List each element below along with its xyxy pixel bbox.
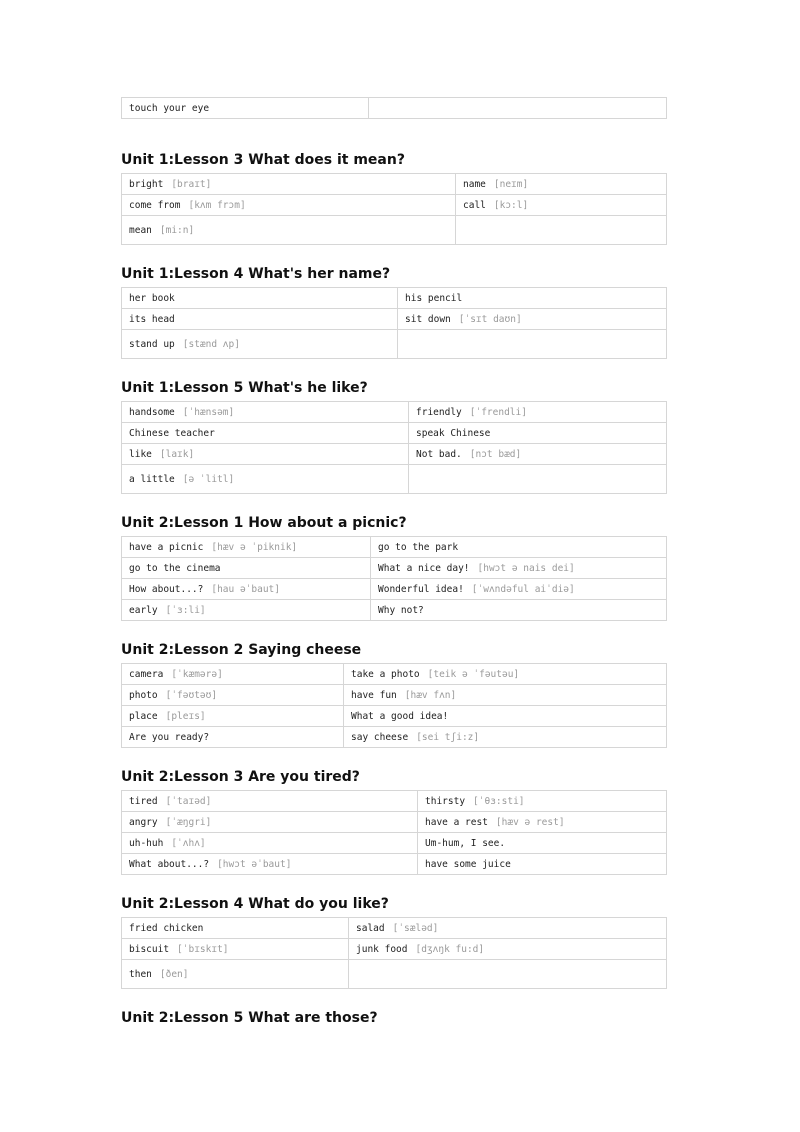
vocab-word: biscuit: [129, 943, 170, 955]
vocab-cell: [122, 685, 344, 706]
vocab-cell: [344, 664, 667, 685]
lesson-section: [121, 97, 667, 119]
vocab-cell: [122, 98, 369, 119]
vocab-cell: [122, 600, 371, 621]
vocab-word: Not bad.: [416, 448, 462, 460]
vocab-word: his pencil: [405, 292, 463, 304]
phonetic-text: [neɪm]: [493, 178, 529, 190]
vocab-word: come from: [129, 199, 181, 211]
vocab-cell: [456, 216, 667, 245]
vocab-word: fried chicken: [129, 922, 204, 934]
table-row: [122, 330, 667, 359]
vocab-word: What about...?: [129, 858, 210, 870]
vocab-word: a little: [129, 473, 175, 485]
phonetic-text: [ə ˈlitl]: [182, 473, 235, 485]
vocab-word: junk food: [356, 943, 408, 955]
vocabulary-table: [121, 97, 667, 119]
table-row: [122, 791, 667, 812]
vocab-word: uh-huh: [129, 837, 164, 849]
vocab-word: take a photo: [351, 668, 420, 680]
vocab-word: then: [129, 968, 152, 980]
table-row: [122, 960, 667, 989]
vocab-word: camera: [129, 668, 164, 680]
vocab-cell: [122, 854, 418, 875]
vocab-word: mean: [129, 224, 152, 236]
vocab-cell: [456, 174, 667, 195]
lesson-heading: Unit 2:Lesson 1 How about a picnic?: [121, 515, 407, 531]
vocab-word: Wonderful idea!: [378, 583, 464, 595]
vocab-word: have a rest: [425, 816, 488, 828]
table-row: [122, 558, 667, 579]
phonetic-text: [ˈθɜ:sti]: [473, 795, 525, 807]
lesson-section: [121, 641, 667, 748]
phonetic-text: [ˈwʌndəful aiˈdiə]: [471, 583, 575, 595]
vocabulary-table: [121, 663, 667, 748]
vocab-cell: [122, 216, 456, 245]
vocab-word: early: [129, 604, 158, 616]
lesson-heading: Unit 1:Lesson 5 What's he like?: [121, 380, 368, 396]
vocab-cell: [409, 423, 667, 444]
vocab-cell: [344, 685, 667, 706]
vocab-cell: [371, 537, 667, 558]
vocab-cell: [409, 444, 667, 465]
phonetic-text: [hwɔt əˈbaut]: [217, 858, 292, 870]
vocab-word: Are you ready?: [129, 731, 210, 743]
vocab-word: like: [129, 448, 152, 460]
phonetic-text: [hæv fʌn]: [404, 689, 457, 701]
vocabulary-table: [121, 917, 667, 989]
vocab-word: What a nice day!: [378, 562, 470, 574]
lesson-section: [121, 895, 667, 989]
lesson-heading: Unit 2:Lesson 2 Saying cheese: [121, 642, 362, 658]
table-row: [122, 579, 667, 600]
table-row: [122, 174, 667, 195]
vocab-cell: [122, 833, 418, 854]
vocab-cell: [371, 600, 667, 621]
table-row: [122, 600, 667, 621]
vocab-word: speak Chinese: [416, 427, 491, 439]
vocab-word: friendly: [416, 406, 462, 418]
vocab-word: have some juice: [425, 858, 511, 870]
phonetic-text: [ˈsæləd]: [392, 922, 439, 934]
phonetic-text: [ˈʌhʌ]: [171, 837, 206, 849]
table-row: [122, 812, 667, 833]
phonetic-text: [pleɪs]: [165, 710, 206, 722]
vocab-word: photo: [129, 689, 158, 701]
vocab-cell: [349, 960, 667, 989]
lesson-section: [121, 514, 667, 621]
vocab-cell: [122, 402, 409, 423]
vocab-cell: [456, 195, 667, 216]
vocab-word: angry: [129, 816, 158, 828]
phonetic-text: [ˈhænsəm]: [182, 406, 235, 418]
phonetic-text: [ˈkæmərə]: [171, 668, 223, 680]
vocab-cell: [418, 833, 667, 854]
phonetic-text: [mi:n]: [159, 224, 195, 236]
vocabulary-table: [121, 401, 667, 494]
vocab-cell: [122, 918, 349, 939]
phonetic-text: [ˈfəʊtəʊ]: [165, 689, 218, 701]
vocab-word: Um-hum, I see.: [425, 837, 506, 849]
vocab-cell: [344, 727, 667, 748]
vocab-cell: [122, 465, 409, 494]
phonetic-text: [hwɔt ə nais dei]: [477, 562, 575, 574]
table-row: [122, 216, 667, 245]
vocab-cell: [418, 791, 667, 812]
table-row: [122, 98, 667, 119]
vocab-cell: [122, 579, 371, 600]
phonetic-text: [ˈtaɪəd]: [165, 795, 212, 807]
vocab-word: stand up: [129, 338, 175, 350]
vocab-cell: [122, 558, 371, 579]
vocab-cell: [398, 330, 667, 359]
table-row: [122, 402, 667, 423]
vocab-cell: [369, 98, 667, 119]
vocab-cell: [371, 558, 667, 579]
vocab-cell: [418, 812, 667, 833]
vocab-word: her book: [129, 292, 175, 304]
phonetic-text: [sei tʃi:z]: [416, 731, 480, 743]
phonetic-text: [hau əˈbaut]: [211, 583, 280, 595]
vocab-cell: [122, 309, 398, 330]
phonetic-text: [kʌm frɔm]: [188, 199, 246, 211]
vocab-word: Chinese teacher: [129, 427, 215, 439]
table-row: [122, 288, 667, 309]
table-row: [122, 854, 667, 875]
phonetic-text: [braɪt]: [171, 178, 212, 190]
vocab-word: thirsty: [425, 795, 466, 807]
vocab-cell: [122, 706, 344, 727]
vocab-word: go to the park: [378, 541, 459, 553]
phonetic-text: [teik ə ˈfəutəu]: [427, 668, 520, 680]
table-row: [122, 444, 667, 465]
vocab-word: touch your eye: [129, 102, 210, 114]
vocab-cell: [398, 288, 667, 309]
table-row: [122, 833, 667, 854]
table-row: [122, 664, 667, 685]
vocab-cell: [122, 727, 344, 748]
vocab-word: name: [463, 178, 486, 190]
vocab-cell: [122, 174, 456, 195]
lesson-heading: Unit 2:Lesson 3 Are you tired?: [121, 769, 360, 785]
table-row: [122, 309, 667, 330]
vocab-cell: [122, 330, 398, 359]
vocab-cell: [398, 309, 667, 330]
vocab-word: bright: [129, 178, 164, 190]
vocab-word: its head: [129, 313, 175, 325]
vocab-cell: [122, 791, 418, 812]
vocab-word: Why not?: [378, 604, 424, 616]
lesson-heading: Unit 2:Lesson 5 What are those?: [121, 1010, 378, 1026]
vocab-cell: [418, 854, 667, 875]
vocab-cell: [122, 537, 371, 558]
vocab-cell: [349, 939, 667, 960]
vocab-word: call: [463, 199, 486, 211]
lesson-heading: Unit 1:Lesson 4 What's her name?: [121, 266, 391, 282]
phonetic-text: [ˈɜ:li]: [165, 604, 206, 616]
phonetic-text: [dʒʌŋk fu:d]: [415, 943, 485, 955]
phonetic-text: [hæv ə ˈpiknik]: [211, 541, 298, 553]
vocabulary-table: [121, 173, 667, 245]
vocab-cell: [122, 939, 349, 960]
phonetic-text: [hæv ə rest]: [495, 816, 565, 828]
vocab-cell: [122, 423, 409, 444]
table-row: [122, 465, 667, 494]
vocab-word: say cheese: [351, 731, 409, 743]
vocab-word: have fun: [351, 689, 397, 701]
vocab-cell: [122, 812, 418, 833]
vocab-word: tired: [129, 795, 158, 807]
phonetic-text: [ˈsɪt daʊn]: [458, 313, 522, 325]
phonetic-text: [ˈæŋgri]: [165, 816, 212, 828]
vocabulary-table: [121, 790, 667, 875]
lesson-section: [121, 265, 667, 359]
vocab-cell: [122, 288, 398, 309]
phonetic-text: [kɔ:l]: [493, 199, 529, 211]
vocab-word: handsome: [129, 406, 175, 418]
vocabulary-table: [121, 536, 667, 621]
vocab-cell: [371, 579, 667, 600]
table-row: [122, 195, 667, 216]
table-row: [122, 918, 667, 939]
vocab-cell: [344, 706, 667, 727]
vocab-word: What a good idea!: [351, 710, 449, 722]
vocab-word: have a picnic: [129, 541, 204, 553]
lesson-section: [121, 768, 667, 875]
table-row: [122, 423, 667, 444]
lesson-section: [121, 379, 667, 494]
lesson-heading: Unit 2:Lesson 4 What do you like?: [121, 896, 389, 912]
phonetic-text: [stænd ʌp]: [182, 338, 240, 350]
lesson-heading: Unit 1:Lesson 3 What does it mean?: [121, 152, 405, 168]
table-row: [122, 939, 667, 960]
lesson-section: [121, 151, 667, 245]
phonetic-text: [laɪk]: [159, 448, 195, 460]
phonetic-text: [ˈfrendli]: [469, 406, 527, 418]
vocab-word: place: [129, 710, 158, 722]
vocab-cell: [122, 195, 456, 216]
vocab-cell: [409, 465, 667, 494]
vocab-word: How about...?: [129, 583, 204, 595]
table-row: [122, 727, 667, 748]
phonetic-text: [ðen]: [159, 968, 189, 980]
vocab-word: go to the cinema: [129, 562, 221, 574]
vocabulary-table: [121, 287, 667, 359]
vocab-cell: [349, 918, 667, 939]
vocab-cell: [122, 664, 344, 685]
vocab-cell: [122, 960, 349, 989]
lesson-section: [121, 1009, 667, 1031]
vocab-cell: [409, 402, 667, 423]
phonetic-text: [nɔt bæd]: [469, 448, 522, 460]
vocab-word: sit down: [405, 313, 451, 325]
table-row: [122, 537, 667, 558]
phonetic-text: [ˈbɪskɪt]: [177, 943, 229, 955]
table-row: [122, 685, 667, 706]
vocab-cell: [122, 444, 409, 465]
table-row: [122, 706, 667, 727]
vocab-word: salad: [356, 922, 385, 934]
